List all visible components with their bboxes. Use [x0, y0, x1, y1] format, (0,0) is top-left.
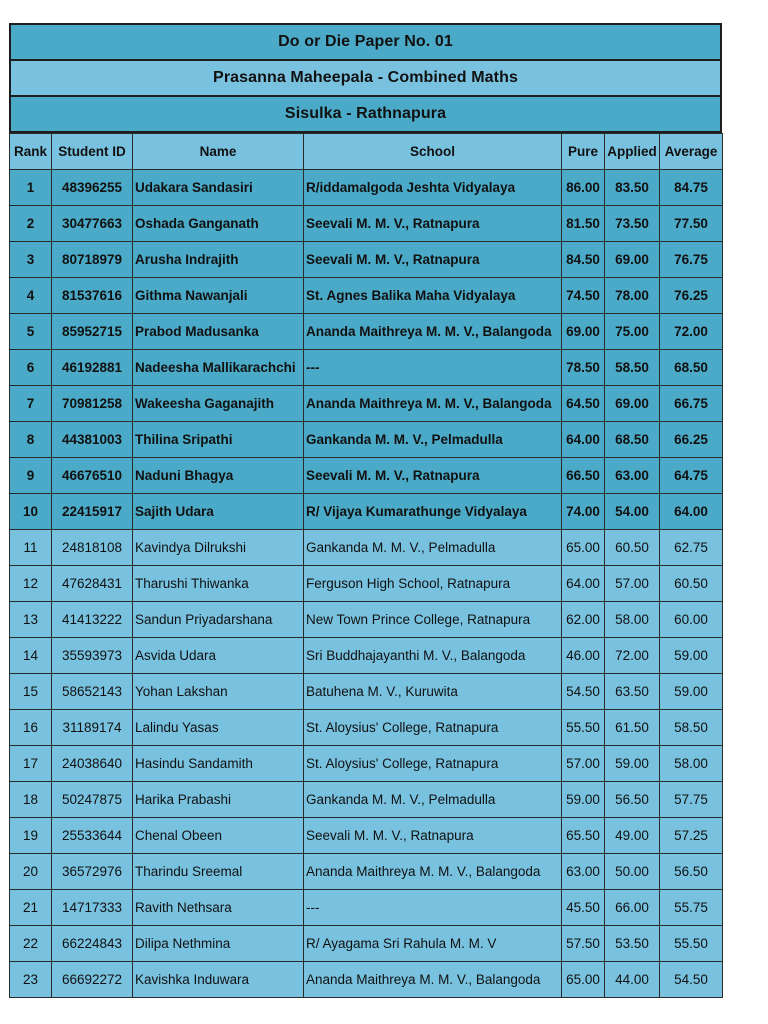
student-id-cell: 14717333	[52, 890, 133, 926]
school-cell: R/ Ayagama Sri Rahula M. M. V	[304, 926, 562, 962]
rank-cell: 9	[10, 458, 52, 494]
rank-cell: 17	[10, 746, 52, 782]
school-cell: St. Aloysius' College, Ratnapura	[304, 710, 562, 746]
student-id-cell: 35593973	[52, 638, 133, 674]
table-row	[10, 926, 723, 962]
location-title: Sisulka - Rathnapura	[9, 95, 722, 133]
rank-cell: 20	[10, 854, 52, 890]
table-row	[10, 710, 723, 746]
column-header-average: Average	[660, 134, 723, 170]
table-row	[10, 422, 723, 458]
school-cell: St. Aloysius' College, Ratnapura	[304, 746, 562, 782]
rank-cell: 19	[10, 818, 52, 854]
student-name-cell: Thilina Sripathi	[133, 422, 304, 458]
school-cell: New Town Prince College, Ratnapura	[304, 602, 562, 638]
pure-score-cell: 65.00	[562, 962, 605, 998]
average-score-cell: 66.75	[660, 386, 723, 422]
applied-score-cell: 72.00	[605, 638, 660, 674]
pure-score-cell: 55.50	[562, 710, 605, 746]
school-cell: R/ Vijaya Kumarathunge Vidyalaya	[304, 494, 562, 530]
rank-cell: 21	[10, 890, 52, 926]
applied-score-cell: 60.50	[605, 530, 660, 566]
average-score-cell: 54.50	[660, 962, 723, 998]
student-id-cell: 70981258	[52, 386, 133, 422]
student-name-cell: Oshada Ganganath	[133, 206, 304, 242]
applied-score-cell: 54.00	[605, 494, 660, 530]
school-cell: Ananda Maithreya M. M. V., Balangoda	[304, 854, 562, 890]
student-id-cell: 58652143	[52, 674, 133, 710]
table-row	[10, 746, 723, 782]
school-cell: R/iddamalgoda Jeshta Vidyalaya	[304, 170, 562, 206]
student-name-cell: Wakeesha Gaganajith	[133, 386, 304, 422]
applied-score-cell: 83.50	[605, 170, 660, 206]
school-cell: Seevali M. M. V., Ratnapura	[304, 458, 562, 494]
average-score-cell: 60.50	[660, 566, 723, 602]
applied-score-cell: 78.00	[605, 278, 660, 314]
school-cell: St. Agnes Balika Maha Vidyalaya	[304, 278, 562, 314]
table-row	[10, 242, 723, 278]
pure-score-cell: 81.50	[562, 206, 605, 242]
table-row	[10, 278, 723, 314]
table-row	[10, 638, 723, 674]
student-name-cell: Yohan Lakshan	[133, 674, 304, 710]
student-id-cell: 81537616	[52, 278, 133, 314]
pure-score-cell: 84.50	[562, 242, 605, 278]
rank-cell: 3	[10, 242, 52, 278]
applied-score-cell: 61.50	[605, 710, 660, 746]
school-cell: ---	[304, 350, 562, 386]
student-name-cell: Chenal Obeen	[133, 818, 304, 854]
student-id-cell: 66692272	[52, 962, 133, 998]
column-header-rank: Rank	[10, 134, 52, 170]
pure-score-cell: 54.50	[562, 674, 605, 710]
school-cell: Ferguson High School, Ratnapura	[304, 566, 562, 602]
student-id-cell: 22415917	[52, 494, 133, 530]
table-row	[10, 602, 723, 638]
student-name-cell: Ravith Nethsara	[133, 890, 304, 926]
rank-cell: 8	[10, 422, 52, 458]
pure-score-cell: 57.50	[562, 926, 605, 962]
student-name-cell: Udakara Sandasiri	[133, 170, 304, 206]
teacher-subject-title: Prasanna Maheepala - Combined Maths	[9, 59, 722, 95]
student-name-cell: Sajith Udara	[133, 494, 304, 530]
average-score-cell: 68.50	[660, 350, 723, 386]
results-sheet	[9, 23, 722, 998]
student-id-cell: 25533644	[52, 818, 133, 854]
student-name-cell: Dilipa Nethmina	[133, 926, 304, 962]
applied-score-cell: 68.50	[605, 422, 660, 458]
average-score-cell: 59.00	[660, 638, 723, 674]
table-row	[10, 530, 723, 566]
table-row	[10, 818, 723, 854]
rank-cell: 4	[10, 278, 52, 314]
average-score-cell: 56.50	[660, 854, 723, 890]
student-name-cell: Arusha Indrajith	[133, 242, 304, 278]
table-row	[10, 782, 723, 818]
table-row	[10, 386, 723, 422]
student-id-cell: 48396255	[52, 170, 133, 206]
pure-score-cell: 64.00	[562, 422, 605, 458]
results-body	[10, 170, 723, 998]
student-name-cell: Prabod Madusanka	[133, 314, 304, 350]
average-score-cell: 55.75	[660, 890, 723, 926]
applied-score-cell: 63.00	[605, 458, 660, 494]
results-table	[9, 133, 723, 998]
average-score-cell: 66.25	[660, 422, 723, 458]
rank-cell: 18	[10, 782, 52, 818]
pure-score-cell: 57.00	[562, 746, 605, 782]
table-row	[10, 854, 723, 890]
school-cell: Ananda Maithreya M. M. V., Balangoda	[304, 386, 562, 422]
school-cell: Gankanda M. M. V., Pelmadulla	[304, 782, 562, 818]
paper-title: Do or Die Paper No. 01	[9, 23, 722, 59]
student-id-cell: 41413222	[52, 602, 133, 638]
applied-score-cell: 59.00	[605, 746, 660, 782]
table-row	[10, 206, 723, 242]
rank-cell: 1	[10, 170, 52, 206]
student-name-cell: Sandun Priyadarshana	[133, 602, 304, 638]
student-name-cell: Kavishka Induwara	[133, 962, 304, 998]
table-row	[10, 350, 723, 386]
student-id-cell: 50247875	[52, 782, 133, 818]
average-score-cell: 77.50	[660, 206, 723, 242]
student-id-cell: 36572976	[52, 854, 133, 890]
table-row	[10, 566, 723, 602]
student-id-cell: 46192881	[52, 350, 133, 386]
school-cell: Gankanda M. M. V., Pelmadulla	[304, 530, 562, 566]
pure-score-cell: 65.50	[562, 818, 605, 854]
student-id-cell: 24038640	[52, 746, 133, 782]
student-id-cell: 44381003	[52, 422, 133, 458]
applied-score-cell: 56.50	[605, 782, 660, 818]
table-row	[10, 494, 723, 530]
column-header-applied: Applied	[605, 134, 660, 170]
student-name-cell: Hasindu Sandamith	[133, 746, 304, 782]
column-header-student-id: Student ID	[52, 134, 133, 170]
pure-score-cell: 59.00	[562, 782, 605, 818]
student-id-cell: 24818108	[52, 530, 133, 566]
table-row	[10, 962, 723, 998]
table-row	[10, 170, 723, 206]
pure-score-cell: 86.00	[562, 170, 605, 206]
student-id-cell: 80718979	[52, 242, 133, 278]
rank-cell: 5	[10, 314, 52, 350]
school-cell: ---	[304, 890, 562, 926]
student-name-cell: Kavindya Dilrukshi	[133, 530, 304, 566]
school-cell: Gankanda M. M. V., Pelmadulla	[304, 422, 562, 458]
student-id-cell: 46676510	[52, 458, 133, 494]
table-row	[10, 890, 723, 926]
average-score-cell: 58.00	[660, 746, 723, 782]
student-name-cell: Asvida Udara	[133, 638, 304, 674]
pure-score-cell: 45.50	[562, 890, 605, 926]
applied-score-cell: 69.00	[605, 242, 660, 278]
student-name-cell: Githma Nawanjali	[133, 278, 304, 314]
rank-cell: 13	[10, 602, 52, 638]
average-score-cell: 57.25	[660, 818, 723, 854]
pure-score-cell: 66.50	[562, 458, 605, 494]
table-row	[10, 674, 723, 710]
average-score-cell: 64.75	[660, 458, 723, 494]
rank-cell: 10	[10, 494, 52, 530]
student-name-cell: Nadeesha Mallikarachchi	[133, 350, 304, 386]
student-name-cell: Tharushi Thiwanka	[133, 566, 304, 602]
applied-score-cell: 75.00	[605, 314, 660, 350]
applied-score-cell: 66.00	[605, 890, 660, 926]
rank-cell: 2	[10, 206, 52, 242]
school-cell: Seevali M. M. V., Ratnapura	[304, 242, 562, 278]
pure-score-cell: 78.50	[562, 350, 605, 386]
applied-score-cell: 50.00	[605, 854, 660, 890]
school-cell: Seevali M. M. V., Ratnapura	[304, 818, 562, 854]
applied-score-cell: 57.00	[605, 566, 660, 602]
student-name-cell: Tharindu Sreemal	[133, 854, 304, 890]
pure-score-cell: 64.50	[562, 386, 605, 422]
rank-cell: 6	[10, 350, 52, 386]
column-header-school: School	[304, 134, 562, 170]
average-score-cell: 58.50	[660, 710, 723, 746]
student-id-cell: 47628431	[52, 566, 133, 602]
student-name-cell: Harika Prabashi	[133, 782, 304, 818]
applied-score-cell: 58.50	[605, 350, 660, 386]
average-score-cell: 64.00	[660, 494, 723, 530]
applied-score-cell: 53.50	[605, 926, 660, 962]
applied-score-cell: 63.50	[605, 674, 660, 710]
student-name-cell: Naduni Bhagya	[133, 458, 304, 494]
student-name-cell: Lalindu Yasas	[133, 710, 304, 746]
pure-score-cell: 65.00	[562, 530, 605, 566]
average-score-cell: 55.50	[660, 926, 723, 962]
school-cell: Batuhena M. V., Kuruwita	[304, 674, 562, 710]
pure-score-cell: 74.00	[562, 494, 605, 530]
average-score-cell: 84.75	[660, 170, 723, 206]
applied-score-cell: 49.00	[605, 818, 660, 854]
student-id-cell: 66224843	[52, 926, 133, 962]
average-score-cell: 76.75	[660, 242, 723, 278]
average-score-cell: 57.75	[660, 782, 723, 818]
table-row	[10, 458, 723, 494]
rank-cell: 16	[10, 710, 52, 746]
rank-cell: 15	[10, 674, 52, 710]
pure-score-cell: 63.00	[562, 854, 605, 890]
rank-cell: 14	[10, 638, 52, 674]
pure-score-cell: 74.50	[562, 278, 605, 314]
student-id-cell: 30477663	[52, 206, 133, 242]
rank-cell: 22	[10, 926, 52, 962]
applied-score-cell: 44.00	[605, 962, 660, 998]
column-header-pure: Pure	[562, 134, 605, 170]
column-header-name: Name	[133, 134, 304, 170]
rank-cell: 23	[10, 962, 52, 998]
average-score-cell: 62.75	[660, 530, 723, 566]
average-score-cell: 60.00	[660, 602, 723, 638]
header-row	[10, 134, 723, 170]
student-id-cell: 85952715	[52, 314, 133, 350]
school-cell: Sri Buddhajayanthi M. V., Balangoda	[304, 638, 562, 674]
applied-score-cell: 58.00	[605, 602, 660, 638]
rank-cell: 11	[10, 530, 52, 566]
rank-cell: 12	[10, 566, 52, 602]
pure-score-cell: 69.00	[562, 314, 605, 350]
school-cell: Ananda Maithreya M. M. V., Balangoda	[304, 314, 562, 350]
pure-score-cell: 64.00	[562, 566, 605, 602]
applied-score-cell: 73.50	[605, 206, 660, 242]
average-score-cell: 72.00	[660, 314, 723, 350]
rank-cell: 7	[10, 386, 52, 422]
school-cell: Seevali M. M. V., Ratnapura	[304, 206, 562, 242]
pure-score-cell: 46.00	[562, 638, 605, 674]
average-score-cell: 59.00	[660, 674, 723, 710]
school-cell: Ananda Maithreya M. M. V., Balangoda	[304, 962, 562, 998]
average-score-cell: 76.25	[660, 278, 723, 314]
applied-score-cell: 69.00	[605, 386, 660, 422]
pure-score-cell: 62.00	[562, 602, 605, 638]
student-id-cell: 31189174	[52, 710, 133, 746]
table-row	[10, 314, 723, 350]
